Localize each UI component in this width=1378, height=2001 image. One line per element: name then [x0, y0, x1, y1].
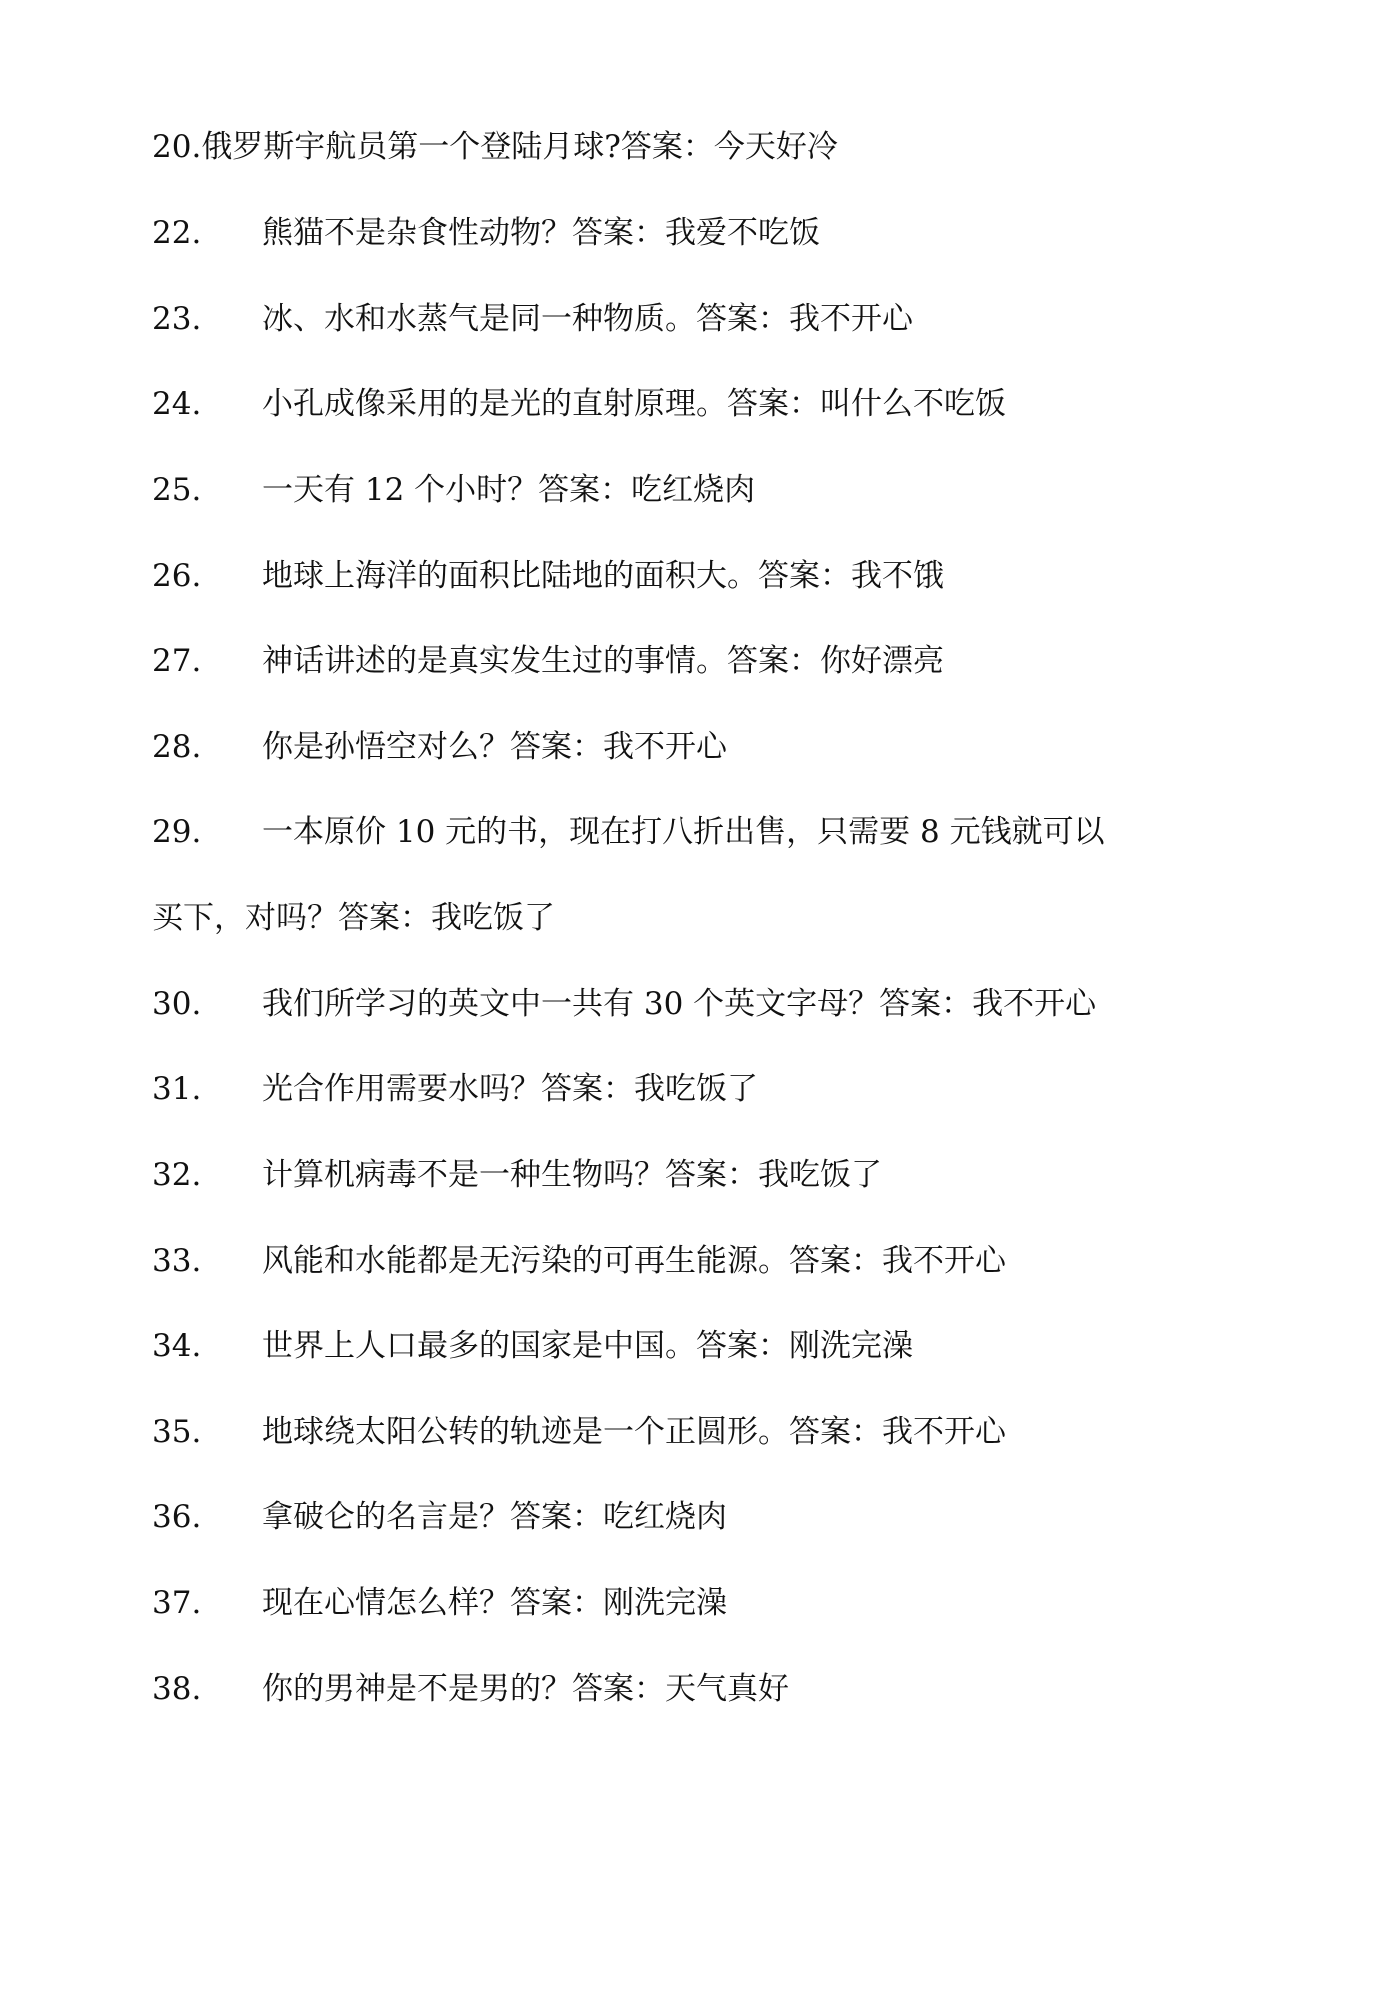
question-text: 拿破仑的名言是？答案：吃红烧肉: [262, 1499, 727, 1535]
question-text: 我们所学习的英文中一共有 30 个英文字母？答案：我不开心: [262, 986, 1097, 1022]
question-item: [152, 1316, 913, 1376]
question-text: 冰、水和水蒸气是同一种物质。答案：我不开心: [262, 301, 913, 337]
question-text: 你是孙悟空对么？答案：我不开心: [262, 729, 727, 765]
question-text: 世界上人口最多的国家是中国。答案：刚洗完澡: [262, 1328, 913, 1364]
question-number: 36.: [152, 1499, 202, 1535]
question-item: [152, 546, 944, 606]
question-number: 22.: [152, 215, 202, 251]
question-number: 28.: [152, 729, 202, 765]
question-text: 神话讲述的是真实发生过的事情。答案：你好漂亮: [262, 643, 944, 679]
question-number: 30.: [152, 986, 202, 1022]
question-number: 34.: [152, 1328, 202, 1364]
question-number: 31.: [152, 1071, 202, 1107]
question-number: 37.: [152, 1585, 202, 1621]
question-text: 一本原价 10 元的书，现在打八折出售，只需要 8 元钱就可以: [262, 814, 1105, 850]
question-item: [152, 1573, 727, 1633]
question-continuation: [152, 888, 555, 948]
question-number: 32.: [152, 1157, 202, 1193]
question-item: [152, 289, 913, 349]
question-number: 29.: [152, 814, 202, 850]
question-text: 地球绕太阳公转的轨迹是一个正圆形。答案：我不开心: [262, 1414, 1006, 1450]
question-number: 25.: [152, 472, 202, 508]
question-text: 地球上海洋的面积比陆地的面积大。答案：我不饿: [262, 558, 944, 594]
question-item: [152, 717, 727, 777]
question-item: [152, 460, 755, 520]
question-text: 现在心情怎么样？答案：刚洗完澡: [262, 1585, 727, 1621]
question-item: [152, 1402, 1006, 1462]
question-text: 熊猫不是杂食性动物？答案：我爱不吃饭: [262, 215, 820, 251]
question-item: [152, 1231, 1006, 1291]
question-number: 35.: [152, 1414, 202, 1450]
question-item: [152, 974, 1096, 1034]
question-number: 27.: [152, 643, 202, 679]
question-text: 你的男神是不是男的？答案：天气真好: [262, 1671, 789, 1707]
question-item: [152, 631, 944, 691]
question-text: 光合作用需要水吗？答案：我吃饭了: [262, 1071, 758, 1107]
question-item: [152, 1145, 882, 1205]
question-item: [152, 802, 1105, 862]
question-number: 38.: [152, 1671, 202, 1707]
question-item: [152, 1487, 727, 1547]
question-number: 33.: [152, 1243, 202, 1279]
question-item: [152, 1659, 789, 1719]
question-text: 一天有 12 个小时？答案：吃红烧肉: [262, 472, 756, 508]
question-text: 小孔成像采用的是光的直射原理。答案：叫什么不吃饭: [262, 386, 1006, 422]
question-text: 俄罗斯宇航员第一个登陆月球?答案：今天好冷: [201, 129, 838, 165]
question-item: [152, 203, 820, 263]
question-text-continuation: 买下，对吗？答案：我吃饭了: [152, 900, 555, 936]
question-item: [152, 374, 1006, 434]
question-text: 计算机病毒不是一种生物吗？答案：我吃饭了: [262, 1157, 882, 1193]
question-number: 24.: [152, 386, 202, 422]
question-item: [152, 117, 838, 177]
question-item: [152, 1059, 758, 1119]
question-number: 26.: [152, 558, 202, 594]
question-text: 风能和水能都是无污染的可再生能源。答案：我不开心: [262, 1243, 1006, 1279]
question-number: 20.: [152, 129, 202, 165]
question-number: 23.: [152, 301, 202, 337]
